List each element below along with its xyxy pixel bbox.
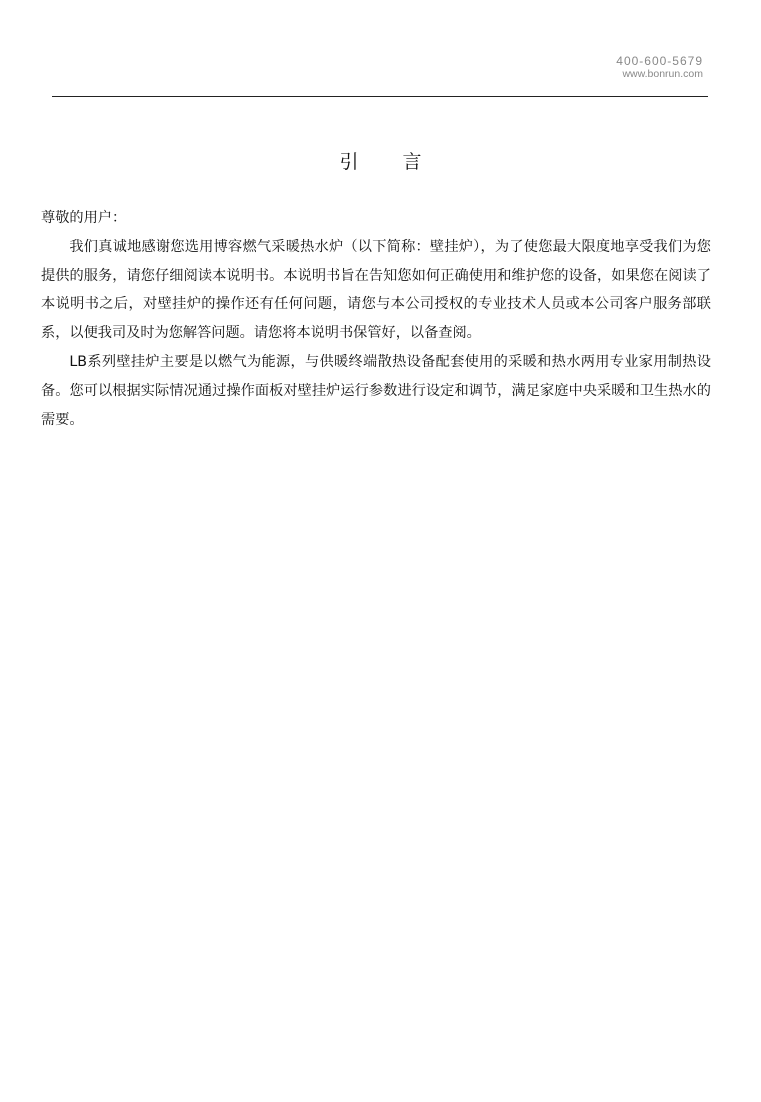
page-title: 引 言 xyxy=(339,151,422,173)
header-website: www.bonrun.com xyxy=(622,68,703,80)
paragraph-product: LB系列壁挂炉主要是以燃气为能源，与供暖终端散热设备配套使用的采暖和热水两用专业家用制热设备。您可以根据实际情况通过操作面板对壁挂炉运行参数进行设定和调节，满足家庭中央采暖和卫生热水的需要。 xyxy=(41,353,711,428)
header-divider xyxy=(52,96,708,97)
paragraph-intro: 我们真诚地感谢您选用博容燃气采暖热水炉（以下简称：壁挂炉），为了使您最大限度地享受我们为您提供的服务，请您仔细阅读本说明书。本说明书旨在告知您如何正确使用和维护您的设备，如果您在阅读了本说明书之后，对壁挂炉的操作还有任何问题，请您与本公司授权的专业技术人员或本公司客户服务部联系，以便我司及时为您解答问题。请您将本说明书保管好，以备查阅。 xyxy=(41,238,711,342)
header-contact xyxy=(616,54,703,80)
header-phone: 400-600-5679 xyxy=(616,54,703,68)
salutation: 尊敬的用户： xyxy=(41,210,127,226)
body-content xyxy=(41,204,711,434)
